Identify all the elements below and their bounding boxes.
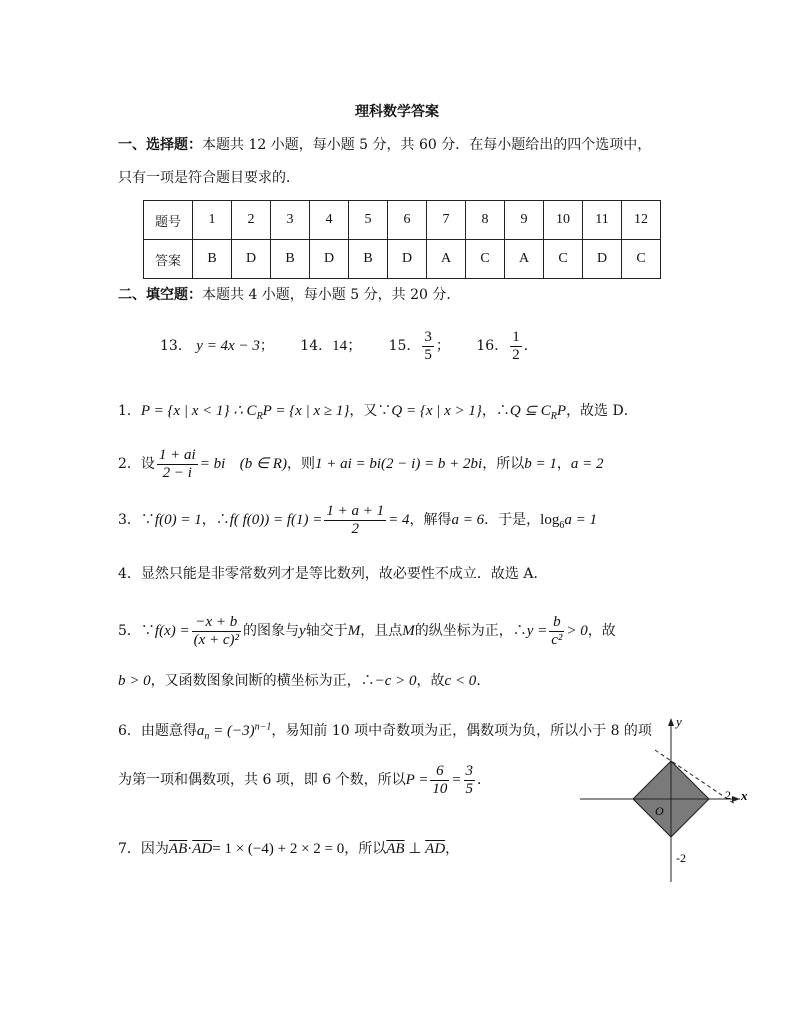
sol3-math: f(0) = 1 — [154, 512, 202, 528]
sol3-math: a = 6 — [451, 512, 485, 528]
sol6-text: ，易知前 10 项中奇数项为正，偶数项为负，所以小于 8 的项 — [271, 723, 652, 739]
sol6-number: 6．由题意得 — [118, 723, 197, 739]
solution-4: 4．显然只能是非零常数列才是等比数列，故必要性不成立．故选 A． — [118, 566, 548, 582]
sol6-math: = (−3) — [209, 723, 255, 739]
sol5-number: 5．∵ — [118, 623, 155, 639]
table-cell: B — [349, 240, 388, 279]
sol5-math: > 0 — [566, 623, 588, 639]
sol5-fraction — [192, 614, 241, 649]
q16-fraction — [510, 329, 522, 364]
sol6-sup: n−1 — [254, 721, 272, 733]
sol3-math: a = 1 — [564, 512, 597, 528]
y-axis-arrow — [668, 718, 674, 726]
table-cell: 2 — [232, 201, 271, 240]
q13-number: 13． — [160, 338, 192, 354]
q15-numerator: 3 — [424, 328, 432, 345]
solution-7 — [118, 838, 459, 858]
x-axis-arrow — [732, 796, 740, 802]
q14-number: 14． — [300, 338, 333, 354]
sol5-numerator-2: b — [549, 614, 564, 632]
sol6-text: ． — [477, 772, 492, 788]
sol7-math: · — [187, 841, 193, 857]
sol1-math: Q = {x | x > 1} — [391, 403, 482, 419]
sol2-math: b = 1 — [524, 456, 557, 472]
q16-number: 16． — [476, 338, 509, 354]
sol6-numerator: 6 — [430, 763, 449, 781]
table-cell: 12 — [622, 201, 661, 240]
table-cell: B — [271, 240, 310, 279]
table-cell: 10 — [544, 201, 583, 240]
sol5-fraction-2 — [549, 614, 564, 649]
sol3-fraction — [324, 503, 386, 538]
sol2-text: ，则 — [286, 456, 315, 472]
sol3-denominator: 2 — [351, 520, 360, 537]
sol3-numerator: 1 + a + 1 — [326, 502, 385, 519]
solution-2 — [118, 444, 603, 484]
x-axis-label: x — [741, 788, 748, 803]
sol7-vector: $\overline{AB}$ — [168, 841, 188, 857]
sol6-math: a — [196, 723, 205, 739]
sol7-math: ⊥ — [404, 841, 426, 857]
sol3-text: ，解得 — [409, 512, 452, 528]
sol6-numerator-2: 3 — [465, 762, 474, 779]
sol5-denominator-2: c² — [551, 631, 563, 648]
table-cell: D — [388, 240, 427, 279]
sol7-vector: $\overline{AB}$ — [386, 841, 405, 857]
answer-table-row-numbers — [144, 201, 661, 240]
table-cell: A — [505, 240, 544, 279]
x-tick-label: 2 — [725, 788, 731, 802]
table-cell: 9 — [505, 201, 544, 240]
sol5-text: 的纵坐标为正，∴ — [414, 623, 527, 639]
sol5-text: ，又函数图象间断的横坐标为正，∴ — [150, 673, 375, 689]
sol3-sub: 6 — [559, 519, 565, 531]
answer-table — [143, 200, 661, 279]
sol1-number: 1． — [118, 403, 141, 419]
origin-label: O — [655, 804, 664, 818]
sol5-math: M — [347, 623, 361, 639]
q15-fraction — [422, 329, 434, 364]
solution-6-line1 — [118, 720, 652, 742]
solution-5 — [118, 610, 616, 652]
section2-heading: 二、填空题： — [118, 287, 202, 303]
sol3-text: ．于是， — [484, 512, 541, 528]
sol5-math: c < 0 — [444, 673, 477, 689]
sol5-numerator: −x + b — [192, 614, 241, 632]
sol1-text: ，∴ — [481, 403, 510, 419]
sol2-numerator: 1 + ai — [158, 446, 196, 463]
sol1-text: ，故选 D． — [566, 403, 638, 419]
sol5-text: ． — [476, 673, 491, 689]
sol1-text: ，又∵ — [349, 403, 392, 419]
table-cell: 1 — [193, 201, 232, 240]
table-cell: D — [232, 240, 271, 279]
sol5-math: y = — [526, 623, 548, 639]
q16-denominator: 2 — [512, 346, 520, 363]
q15-denominator: 5 — [424, 346, 432, 363]
sol5-math: f(x) = — [154, 623, 190, 639]
solution-5-line2 — [118, 670, 490, 690]
sol6-fraction — [430, 763, 449, 798]
q13-answer: y = 4x − 3 — [196, 338, 260, 354]
sol1-math: P = {x | x < 1} — [140, 403, 230, 419]
sol5-text: 轴交于 — [305, 623, 348, 639]
y-tick-label: -2 — [676, 851, 686, 865]
sol5-denominator: (x + c)² — [193, 631, 240, 648]
q16-end: ． — [523, 338, 538, 354]
sol5-math: y — [299, 623, 306, 639]
table-cell: C — [622, 240, 661, 279]
q15-sep: ； — [435, 338, 450, 354]
sol7-vector: $\overline{AD}$ — [425, 841, 446, 857]
sol3-text: ，∴ — [201, 512, 230, 528]
solution-1 — [118, 400, 638, 422]
sol2-fraction — [157, 447, 198, 482]
sol1-math: Q ⊆ C — [509, 403, 551, 419]
coordinate-graph — [580, 710, 760, 885]
sol1-math: P = {x | x ≥ 1} — [262, 403, 350, 419]
table-cell: D — [310, 240, 349, 279]
table-cell: C — [466, 240, 505, 279]
table-cell: C — [544, 240, 583, 279]
sol6-fraction-2 — [464, 763, 476, 798]
sol5-math: −c > 0 — [374, 673, 417, 689]
sol7-vector: $\overline{AD}$ — [192, 841, 213, 857]
fill-answers — [160, 326, 538, 366]
sol7-text: ，所以 — [344, 841, 387, 857]
sol6-denominator: 10 — [432, 780, 448, 797]
sol3-number: 3．∵ — [118, 512, 155, 528]
q13-sep: ； — [259, 338, 274, 354]
sol2-denominator: 2 − i — [162, 464, 192, 481]
row-label-number: 题号 — [144, 201, 193, 240]
sol6-math: = — [451, 772, 462, 788]
sol2-number: 2．设 — [118, 456, 155, 472]
sol6-sub: n — [204, 730, 210, 742]
q14-answer: 14； — [332, 338, 363, 354]
section2-text: 本题共 4 小题，每小题 5 分，共 20 分． — [202, 287, 461, 303]
sol5-text: ，故 — [416, 673, 445, 689]
sol1-math: P — [556, 403, 567, 419]
q15-number: 15． — [388, 338, 421, 354]
sol1-sub: R — [256, 410, 263, 422]
table-cell: 5 — [349, 201, 388, 240]
sol2-math: a = 2 — [570, 456, 604, 472]
section1-text: 本题共 12 小题，每小题 5 分，共 60 分．在每小题给出的四个选项中， — [202, 137, 652, 153]
row-label-answer: 答案 — [144, 240, 193, 279]
sol2-text: ，所以 — [482, 456, 525, 472]
table-cell: A — [427, 240, 466, 279]
sol7-text: ， — [445, 841, 460, 857]
sol1-math: ∴ C — [229, 403, 257, 419]
solution-6-line2 — [118, 760, 491, 800]
sol5-text: ，故 — [587, 623, 616, 639]
table-cell: D — [583, 240, 622, 279]
q16-numerator: 1 — [512, 328, 520, 345]
table-cell: 7 — [427, 201, 466, 240]
sol6-denominator-2: 5 — [465, 780, 474, 797]
answer-table-row-answers — [144, 240, 661, 279]
sol5-math: M — [402, 623, 415, 639]
section1-line2: 只有一项是符合题目要求的． — [118, 170, 300, 186]
table-cell: 3 — [271, 201, 310, 240]
section1-line1 — [118, 134, 651, 154]
y-axis-label: y — [676, 714, 682, 729]
sol2-math: (b ∈ R) — [239, 456, 287, 472]
table-cell: 8 — [466, 201, 505, 240]
sol3-math: = 4 — [388, 512, 410, 528]
section2-line — [118, 284, 460, 304]
table-cell: 4 — [310, 201, 349, 240]
table-cell: 6 — [388, 201, 427, 240]
sol3-math: f( f(0)) = f(1) = — [229, 512, 323, 528]
page-title: 理科数学答案 — [355, 104, 439, 120]
sol5-text: 的图象与 — [243, 623, 300, 639]
sol2-text: ， — [556, 456, 571, 472]
sol3-math: log — [540, 512, 560, 528]
sol1-sub: R — [550, 410, 557, 422]
sol6-math: P = — [405, 772, 429, 788]
sol2-math: 1 + ai = bi(2 − i) = b + 2bi — [314, 456, 483, 472]
table-cell: B — [193, 240, 232, 279]
solution-3 — [118, 500, 597, 546]
table-cell: 11 — [583, 201, 622, 240]
sol7-math: = 1 × (−4) + 2 × 2 = 0 — [212, 841, 345, 857]
sol7-number: 7．因为 — [118, 841, 169, 857]
sol5-math: b > 0 — [118, 673, 151, 689]
sol2-math: = bi — [199, 456, 226, 472]
section1-heading: 一、选择题： — [118, 137, 202, 153]
sol5-text: ，且点 — [360, 623, 403, 639]
sol6-text: 为第一项和偶数项，共 6 项，即 6 个数，所以 — [118, 772, 406, 788]
